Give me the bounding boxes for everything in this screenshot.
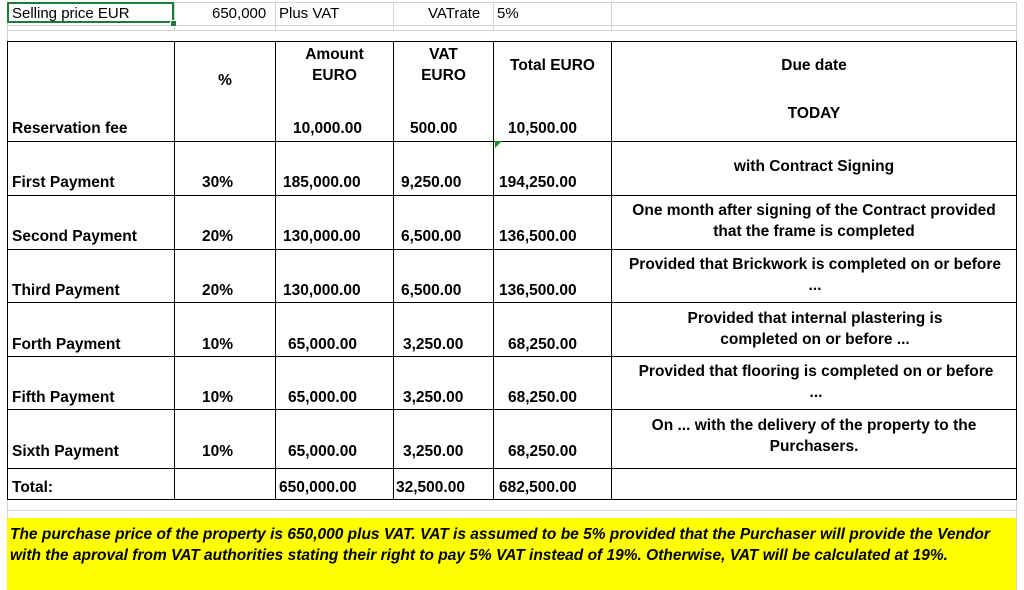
row-label[interactable]: Third Payment <box>12 282 120 299</box>
totals-amount[interactable]: 650,000.00 <box>279 479 357 496</box>
row-total[interactable]: 10,500.00 <box>508 120 577 137</box>
row-amount[interactable]: 130,000.00 <box>283 228 361 245</box>
row-due-date[interactable]: Provided that flooring is completed on or before ... <box>638 363 994 401</box>
row-label[interactable]: Sixth Payment <box>12 443 119 460</box>
row-amount[interactable]: 65,000.00 <box>288 443 357 460</box>
cell-vat-rate-value[interactable]: 5% <box>497 5 519 22</box>
header-due-date: Due date <box>781 57 847 74</box>
row-due-date[interactable]: On ... with the delivery of the property to the Purchasers. <box>651 417 977 455</box>
row-due-date[interactable]: One month after signing of the Contract provided that the frame is completed <box>632 202 996 240</box>
row-vat[interactable]: 3,250.00 <box>403 336 464 353</box>
row-due-date[interactable]: TODAY <box>787 105 841 122</box>
row-vat[interactable]: 9,250.00 <box>401 174 462 191</box>
row-amount[interactable]: 65,000.00 <box>288 336 357 353</box>
row-label[interactable]: First Payment <box>12 174 115 191</box>
cell-vat-rate-label[interactable]: VATrate <box>428 5 481 22</box>
header-amount: Amount EURO <box>305 46 364 84</box>
row-label[interactable]: Forth Payment <box>12 336 121 353</box>
table-border <box>493 41 494 500</box>
comment-indicator-icon[interactable] <box>495 141 502 148</box>
row-percent[interactable]: 10% <box>202 443 234 460</box>
table-border <box>393 41 394 500</box>
cell-selling-price-label[interactable]: Selling price EUR <box>12 5 130 22</box>
table-border <box>7 249 1016 250</box>
table-border <box>7 468 1016 469</box>
totals-total[interactable]: 682,500.00 <box>499 479 577 496</box>
row-total[interactable]: 68,250.00 <box>508 389 577 406</box>
header-vat: VAT EURO <box>421 46 466 84</box>
row-percent[interactable]: 20% <box>202 228 234 245</box>
row-total[interactable]: 136,500.00 <box>499 282 577 299</box>
row-amount[interactable]: 65,000.00 <box>288 389 357 406</box>
table-border <box>7 499 1016 500</box>
row-vat[interactable]: 6,500.00 <box>401 282 462 299</box>
row-amount[interactable]: 185,000.00 <box>283 174 361 191</box>
gridline <box>7 510 1017 511</box>
row-label[interactable]: Second Payment <box>12 228 137 245</box>
row-total[interactable]: 68,250.00 <box>508 443 577 460</box>
table-border <box>7 41 8 500</box>
row-label[interactable]: Reservation fee <box>12 120 128 137</box>
row-total[interactable]: 194,250.00 <box>499 174 577 191</box>
row-percent[interactable]: 10% <box>202 336 234 353</box>
totals-vat[interactable]: 32,500.00 <box>396 479 465 496</box>
row-percent[interactable]: 10% <box>202 389 234 406</box>
row-vat[interactable]: 500.00 <box>410 120 458 137</box>
table-border <box>7 356 1016 357</box>
row-percent[interactable]: 30% <box>202 174 234 191</box>
row-due-date[interactable]: Provided that Brickwork is completed on or before ... <box>628 256 1002 294</box>
row-amount[interactable]: 130,000.00 <box>283 282 361 299</box>
gridline <box>7 25 1017 26</box>
table-border <box>7 302 1016 303</box>
row-percent[interactable]: 20% <box>202 282 234 299</box>
row-vat[interactable]: 6,500.00 <box>401 228 462 245</box>
cell-selling-price-value[interactable]: 650,000 <box>212 5 267 22</box>
table-border <box>7 141 1016 142</box>
row-due-date[interactable]: Provided that internal plastering is completed on or before ... <box>687 310 943 348</box>
row-vat[interactable]: 3,250.00 <box>403 443 464 460</box>
vat-note[interactable]: The purchase price of the property is 650,000 plus VAT. VAT is assumed to be 5% provided that the Purchaser will provide the Vendor with the aproval from VAT authorities stating their right to pay 5% VAT instead of 19%. Otherwise, VAT will be calculated at 19%. <box>10 526 990 564</box>
row-total[interactable]: 68,250.00 <box>508 336 577 353</box>
table-border <box>275 41 276 500</box>
table-border <box>1016 41 1017 500</box>
table-border <box>7 195 1016 196</box>
row-due-date[interactable]: with Contract Signing <box>733 158 895 175</box>
table-border <box>7 41 1016 42</box>
row-total[interactable]: 136,500.00 <box>499 228 577 245</box>
gridline <box>7 30 1017 31</box>
totals-label[interactable]: Total: <box>12 479 54 496</box>
table-border <box>174 41 175 500</box>
cell-plus-vat[interactable]: Plus VAT <box>279 5 340 22</box>
row-amount[interactable]: 10,000.00 <box>293 120 362 137</box>
row-label[interactable]: Fifth Payment <box>12 389 115 406</box>
row-vat[interactable]: 3,250.00 <box>403 389 464 406</box>
selected-cell-outline <box>7 2 174 23</box>
table-border <box>7 409 1016 410</box>
header-percent: % <box>218 72 232 89</box>
fill-handle[interactable] <box>170 20 177 27</box>
header-total: Total EURO <box>510 57 595 74</box>
